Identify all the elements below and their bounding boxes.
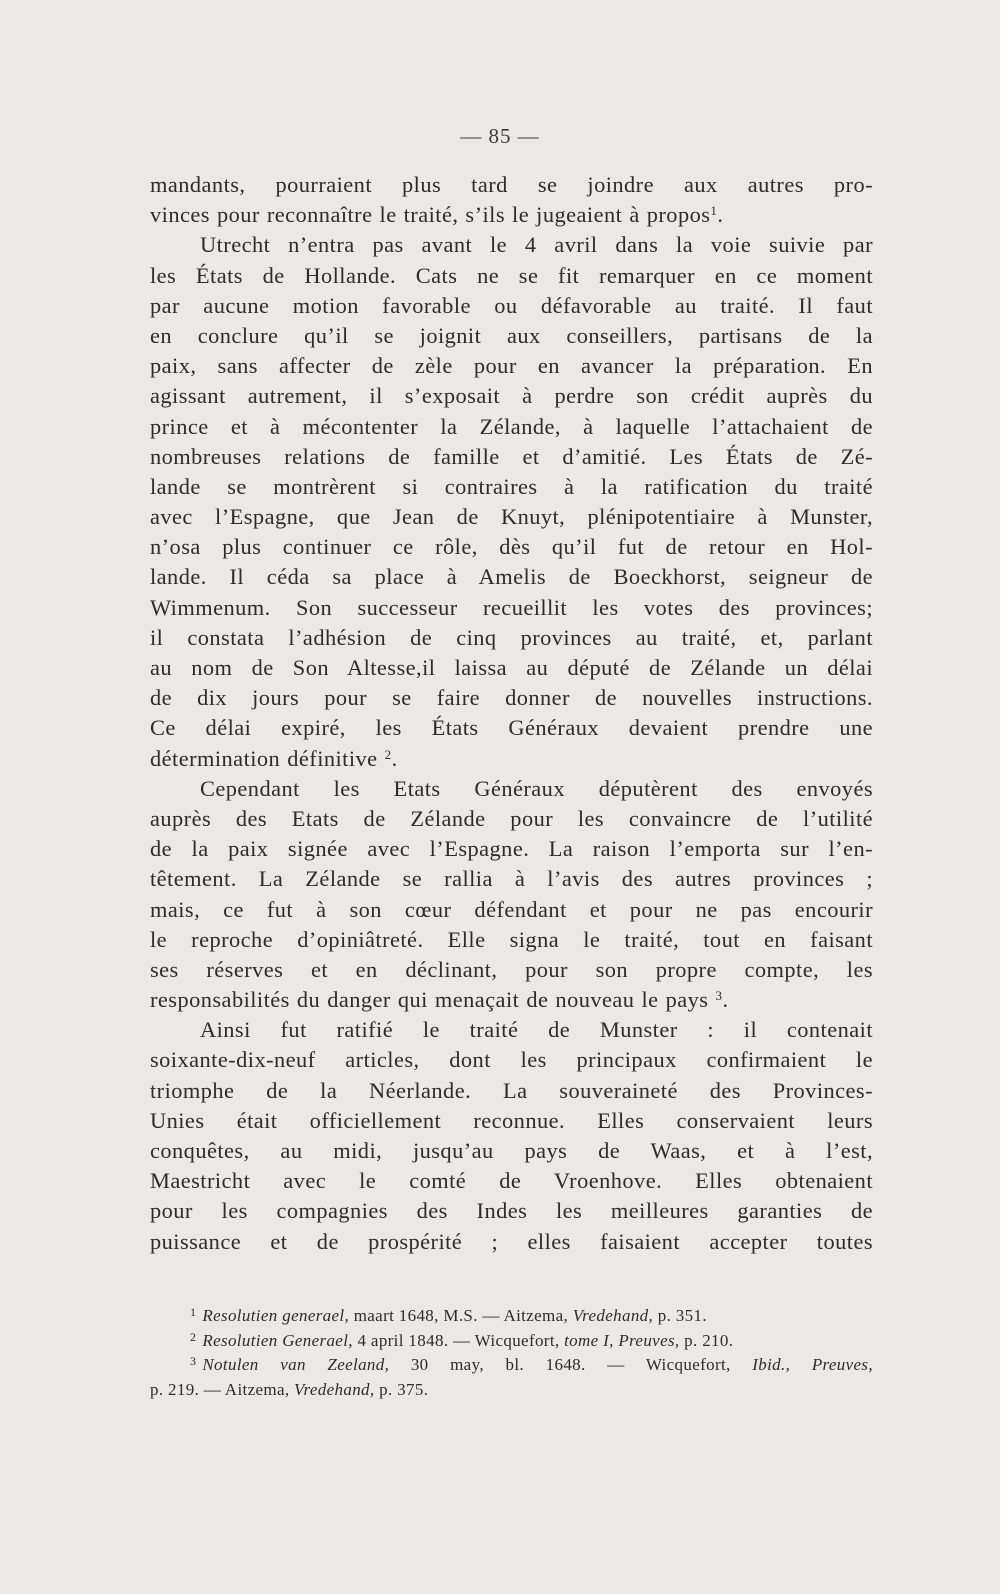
text-line: triomphe de la Néerlande. La souveraineté des Provinces- <box>150 1077 873 1103</box>
text-line: par aucune motion favorable ou défavorable au traité. Il faut <box>150 292 873 318</box>
text-line: Maestricht avec le comté de Vroenhove. Elles obtenaient <box>150 1168 873 1194</box>
text-line: Ce délai expiré, les États Généraux devaient prendre une <box>150 715 873 741</box>
text-line: les États de Hollande. Cats ne se fit remarquer en ce moment <box>150 262 873 288</box>
text-line: puissance et de prospérité ; elles faisaient accepter toutes <box>150 1228 873 1254</box>
body-text <box>150 170 873 1257</box>
text-line: pour les compagnies des Indes les meilleures garanties de <box>150 1198 873 1224</box>
text-line: agissant autrement, il s’exposait à perdre son crédit auprès du <box>150 383 873 409</box>
text-line: auprès des Etats de Zélande pour les convaincre de l’utilité <box>150 805 873 831</box>
text-line: de la paix signée avec l’Espagne. La raison l’emporta sur l’en- <box>150 836 873 862</box>
footnote-mark: 2 <box>190 1329 197 1344</box>
text-line: avec l’Espagne, que Jean de Knuyt, plénipotentiaire à Munster, <box>150 504 873 530</box>
footnote-3-continued: p. 219. — Aitzema, Vredehand, p. 375. <box>150 1379 429 1399</box>
text-line: lande se montrèrent si contraires à la ratification du traité <box>150 473 873 499</box>
text-line: têtement. La Zélande se rallia à l’avis des autres provinces ; <box>150 866 873 892</box>
footnote-mark: 1 <box>190 1305 197 1319</box>
footnote-ref: 1 <box>710 203 718 219</box>
text-line: vinces pour reconnaître le traité, s’ils le jugeaient à propos$^1$. <box>150 202 724 228</box>
footnote-mark: 3 <box>190 1354 197 1368</box>
text-line: n’osa plus continuer ce rôle, dès qu’il fut de retour en Hol- <box>150 534 873 560</box>
text-line: Utrecht n’entra pas avant le 4 avril dans la voie suivie par <box>200 232 873 258</box>
footnote-ref: 3 <box>715 988 723 1004</box>
footnote-ref: 2 <box>384 746 392 762</box>
text-line: de dix jours pour se faire donner de nouvelles instructions. <box>150 685 873 711</box>
text-line: au nom de Son Altesse,il laissa au député de Zélande un délai <box>150 655 873 680</box>
text-line: conquêtes, au midi, jusqu’au pays de Waas, et à l’est, <box>150 1138 873 1163</box>
text-line: prince et à mécontenter la Zélande, à laquelle l’attachaient de <box>150 413 873 439</box>
text-line: le reproche d’opiniâtreté. Elle signa le traité, tout en faisant <box>150 926 873 952</box>
text-line: Unies était officiellement reconnue. Elles conservaient leurs <box>150 1107 873 1133</box>
footnote-3: $^3$ Notulen van Zeeland, 30 may, bl. 1648. — Wicquefort, Ibid., Preuves, <box>190 1354 873 1374</box>
text-line: paix, sans affecter de zèle pour en avancer la préparation. En <box>150 353 873 379</box>
text-line: Cependant les Etats Généraux députèrent des envoyés <box>200 775 873 801</box>
text-line: Ainsi fut ratifié le traité de Munster : il contenait <box>200 1017 873 1043</box>
text-line: mais, ce fut à son cœur défendant et pour ne pas encourir <box>150 896 873 922</box>
text-line: Wimmenum. Son successeur recueillit les votes des provinces; <box>150 594 873 620</box>
text-line: lande. Il céda sa place à Amelis de Boeckhorst, seigneur de <box>150 564 873 590</box>
text-line: en conclure qu’il se joignit aux conseillers, partisans de la <box>150 322 873 348</box>
text-line: détermination définitive $^2$. <box>150 745 398 771</box>
text-line: il constata l’adhésion de cinq provinces au traité, et, parlant <box>150 624 873 650</box>
footnote-2: $^2$ Resolutien Generael, 4 april 1848. — Wicquefort, tome I, Preuves, p. 210. <box>190 1329 734 1350</box>
text-line: ses réserves et en déclinant, pour son propre compte, les <box>150 956 873 982</box>
footnote-1: $^1$ Resolutien generael, maart 1648, M.S. — Aitzema, Vredehand, p. 351. <box>190 1305 707 1325</box>
page-number: — 85 — <box>460 124 540 148</box>
text-line: soixante-dix-neuf articles, dont les principaux confirmaient le <box>150 1047 873 1073</box>
text-line: mandants, pourraient plus tard se joindre aux autres pro- <box>150 172 873 197</box>
footnotes <box>150 1304 873 1402</box>
text-line: responsabilités du danger qui menaçait de nouveau le pays $^3$. <box>150 987 729 1013</box>
text-line: nombreuses relations de famille et d’amitié. Les États de Zé- <box>150 443 873 469</box>
